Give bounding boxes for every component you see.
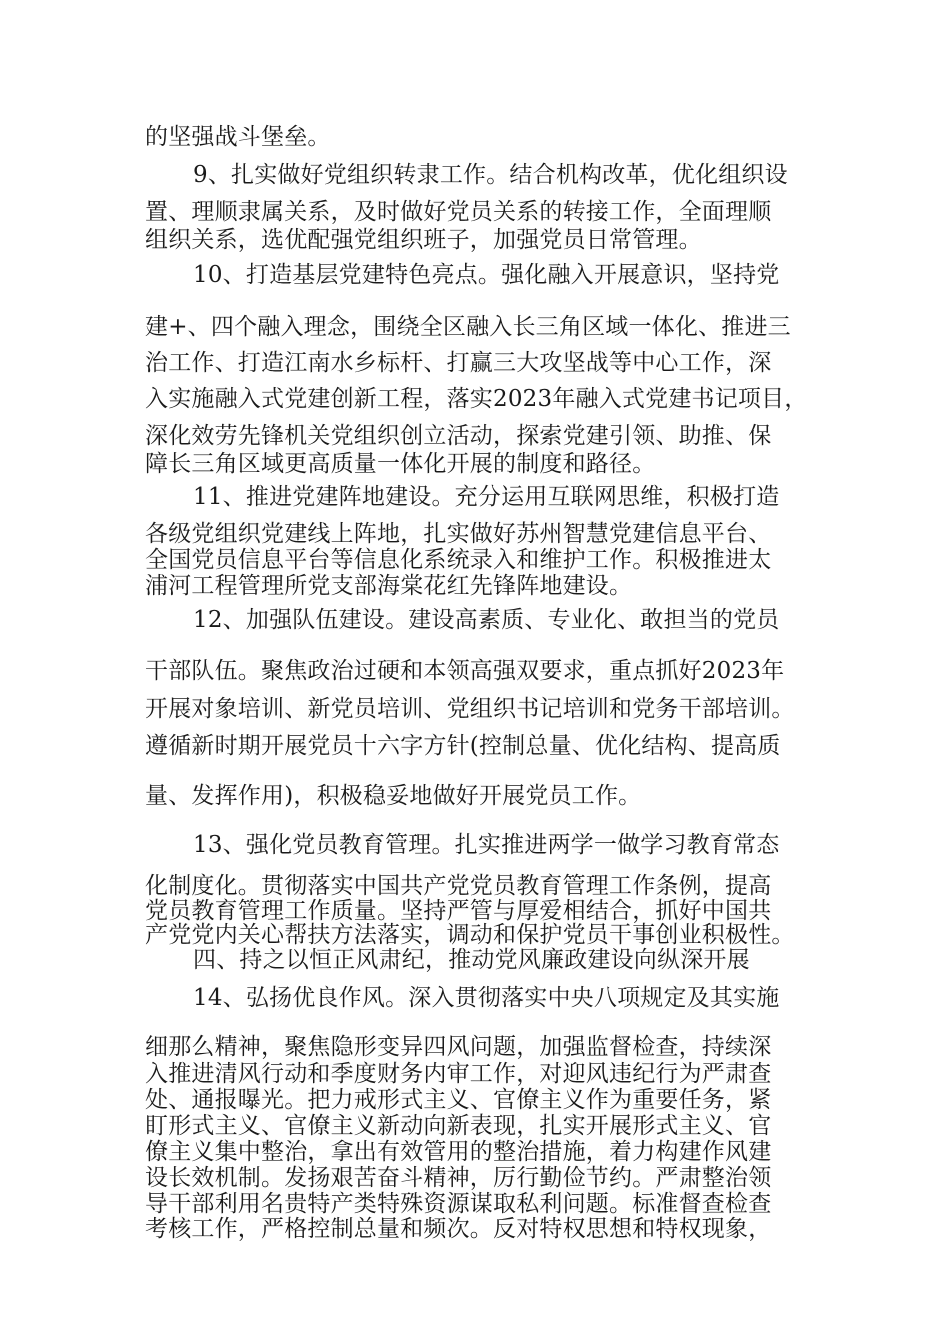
text-line: 化制度化。贯彻落实中国共产党党员教育管理工作条例，提高 [145, 873, 772, 899]
text-line: 盯形式主义、官僚主义新动向新表现，扎实开展形式主义、官 [145, 1113, 772, 1139]
text-line: 入实施融入式党建创新工程，落实2023年融入式党建书记项目， [145, 386, 808, 412]
paragraph-14-heading: 14、弘扬优良作风。深入贯彻落实中央八项规定及其实施 [193, 985, 780, 1011]
text-line: 党员教育管理工作质量。坚持严管与厚爱相结合，抓好中国共 [145, 898, 772, 924]
text-line: 设长效机制。发扬艰苦奋斗精神，厉行勤俭节约。严肃整治领 [145, 1165, 772, 1191]
text-line: 干部队伍。聚焦政治过硬和本领高强双要求，重点抓好2023年 [145, 658, 785, 684]
text-line: 浦河工程管理所党支部海棠花红先锋阵地建设。 [145, 573, 633, 599]
text-line: 组织关系，选优配强党组织班子，加强党员日常管理。 [145, 227, 702, 253]
text-line: 深化效劳先锋机关党组织创立活动，探索党建引领、助推、保 [145, 423, 772, 449]
text-line: 产党党内关心帮扶方法落实，调动和保护党员干事创业积极性。 [145, 922, 795, 948]
text-line: 处、通报曝光。把力戒形式主义、官僚主义作为重要任务，紧 [145, 1087, 772, 1113]
text-line: 入推进清风行动和季度财务内审工作，对迎风违纪行为严肃查 [145, 1061, 772, 1087]
text-line: 僚主义集中整治，拿出有效管用的整治措施，着力构建作风建 [145, 1139, 772, 1165]
text-line: 障长三角区域更高质量一体化开展的制度和路径。 [145, 451, 656, 477]
text-line: 的坚强战斗堡垒。 [145, 124, 331, 150]
text-line: 建+、四个融入理念，围绕全区融入长三角区域一体化、推进三 [145, 314, 791, 340]
text-line: 置、理顺隶属关系，及时做好党员关系的转接工作，全面理顺 [145, 199, 772, 225]
text-line: 导干部利用名贵特产类特殊资源谋取私利问题。标准督查检查 [145, 1191, 772, 1217]
text-line: 各级党组织党建线上阵地，扎实做好苏州智慧党建信息平台、 [145, 521, 772, 547]
text-line: 考核工作，严格控制总量和频次。反对特权思想和特权现象， [145, 1216, 772, 1242]
text-line: 全国党员信息平台等信息化系统录入和维护工作。积极推进太 [145, 547, 772, 573]
text-line: 治工作、打造江南水乡标杆、打赢三大攻坚战等中心工作，深 [145, 350, 772, 376]
paragraph-12-heading: 12、加强队伍建设。建设高素质、专业化、敢担当的党员 [193, 607, 780, 633]
paragraph-11-heading: 11、推进党建阵地建设。充分运用互联网思维，积极打造 [193, 484, 780, 510]
text-line: 量、发挥作用)，积极稳妥地做好开展党员工作。 [145, 783, 642, 809]
paragraph-13-heading: 13、强化党员教育管理。扎实推进两学一做学习教育常态 [193, 832, 780, 858]
section-four-heading: 四、持之以恒正风肃纪，推动党风廉政建设向纵深开展 [193, 947, 750, 973]
text-line: 细那么精神，聚焦隐形变异四风问题，加强监督检查，持续深 [145, 1034, 772, 1060]
text-line: 开展对象培训、新党员培训、党组织书记培训和党务干部培训。 [145, 696, 795, 722]
text-line: 遵循新时期开展党员十六字方针(控制总量、优化结构、提高质 [145, 733, 781, 759]
paragraph-10-heading: 10、打造基层党建特色亮点。强化融入开展意识，坚持党 [193, 262, 780, 288]
paragraph-9-heading: 9、扎实做好党组织转隶工作。结合机构改革，优化组织设 [193, 162, 788, 188]
